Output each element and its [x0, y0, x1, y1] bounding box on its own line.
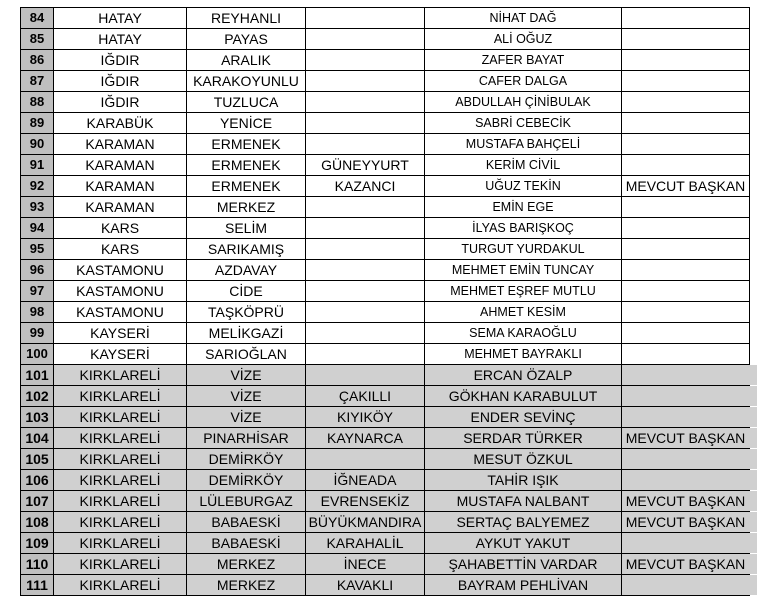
row-number: 89 — [21, 113, 54, 134]
town-cell — [306, 50, 425, 71]
province-cell: KIRKLARELİ — [54, 554, 187, 575]
candidate-cell: MEHMET EŞREF MUTLU — [425, 281, 622, 302]
province-cell: KARS — [54, 239, 187, 260]
candidate-cell: SERTAÇ BALYEMEZ — [425, 512, 622, 533]
district-cell: TUZLUCA — [187, 92, 306, 113]
row-number: 105 — [21, 449, 54, 470]
note-cell — [622, 8, 750, 29]
town-cell: BÜYÜKMANDIRA — [306, 512, 425, 533]
province-cell: KARAMAN — [54, 155, 187, 176]
row-shade — [749, 491, 757, 511]
note-cell — [622, 386, 750, 407]
note-cell — [622, 302, 750, 323]
note-cell — [622, 533, 750, 554]
province-cell: HATAY — [54, 8, 187, 29]
province-cell: KIRKLARELİ — [54, 407, 187, 428]
district-cell: BABAESKİ — [187, 512, 306, 533]
district-cell: SELİM — [187, 218, 306, 239]
town-cell — [306, 449, 425, 470]
row-number: 93 — [21, 197, 54, 218]
table-row — [21, 176, 750, 197]
province-cell: KIRKLARELİ — [54, 512, 187, 533]
town-cell: GÜNEYYURT — [306, 155, 425, 176]
candidate-cell: TURGUT YURDAKUL — [425, 239, 622, 260]
town-cell: KAYNARCA — [306, 428, 425, 449]
row-number: 106 — [21, 470, 54, 491]
note-cell — [622, 197, 750, 218]
district-cell: BABAESKİ — [187, 533, 306, 554]
row-number: 101 — [21, 365, 54, 386]
district-cell: AZDAVAY — [187, 260, 306, 281]
table-row — [21, 470, 750, 491]
table-row — [21, 281, 750, 302]
town-cell — [306, 302, 425, 323]
district-cell: VİZE — [187, 365, 306, 386]
candidate-cell: TAHİR IŞIK — [425, 470, 622, 491]
town-cell — [306, 71, 425, 92]
candidate-cell: AHMET KESİM — [425, 302, 622, 323]
row-number: 103 — [21, 407, 54, 428]
town-cell — [306, 134, 425, 155]
district-cell: MELİKGAZİ — [187, 323, 306, 344]
note-cell — [622, 260, 750, 281]
province-cell: KARABÜK — [54, 113, 187, 134]
province-cell: IĞDIR — [54, 71, 187, 92]
province-cell: KARAMAN — [54, 197, 187, 218]
town-cell: KAZANCI — [306, 176, 425, 197]
table-row — [21, 386, 750, 407]
table-row — [21, 260, 750, 281]
candidate-cell: SEMA KARAOĞLU — [425, 323, 622, 344]
town-cell — [306, 92, 425, 113]
district-cell: VİZE — [187, 386, 306, 407]
row-number: 97 — [21, 281, 54, 302]
province-cell: IĞDIR — [54, 50, 187, 71]
note-cell — [622, 50, 750, 71]
candidate-cell: MESUT ÖZKUL — [425, 449, 622, 470]
table-row — [21, 155, 750, 176]
district-cell: KARAKOYUNLU — [187, 71, 306, 92]
province-cell: KAYSERİ — [54, 344, 187, 365]
candidate-cell: CAFER DALGA — [425, 71, 622, 92]
district-cell: PAYAS — [187, 29, 306, 50]
row-shade — [749, 512, 757, 532]
note-cell: MEVCUT BAŞKAN — [622, 491, 750, 512]
district-cell: MERKEZ — [187, 554, 306, 575]
note-cell: MEVCUT BAŞKAN — [622, 176, 750, 197]
note-cell — [622, 239, 750, 260]
row-number: 98 — [21, 302, 54, 323]
row-number: 87 — [21, 71, 54, 92]
province-cell: KIRKLARELİ — [54, 575, 187, 596]
table-row — [21, 8, 750, 29]
district-cell: SARIKAMIŞ — [187, 239, 306, 260]
table-row — [21, 533, 750, 554]
note-cell — [622, 92, 750, 113]
note-cell: MEVCUT BAŞKAN — [622, 554, 750, 575]
town-cell — [306, 239, 425, 260]
note-cell — [622, 575, 750, 596]
row-number: 85 — [21, 29, 54, 50]
candidate-cell: SABRİ CEBECİK — [425, 113, 622, 134]
district-cell: YENİCE — [187, 113, 306, 134]
province-cell: KIRKLARELİ — [54, 428, 187, 449]
table-row — [21, 407, 750, 428]
province-cell: KIRKLARELİ — [54, 449, 187, 470]
table-row — [21, 29, 750, 50]
district-cell: ERMENEK — [187, 155, 306, 176]
table-row — [21, 449, 750, 470]
note-cell — [622, 449, 750, 470]
table-row — [21, 302, 750, 323]
town-cell — [306, 8, 425, 29]
town-cell: EVRENSEKİZ — [306, 491, 425, 512]
candidate-cell: KERİM CİVİL — [425, 155, 622, 176]
candidate-cell: MUSTAFA BAHÇELİ — [425, 134, 622, 155]
candidate-cell: GÖKHAN KARABULUT — [425, 386, 622, 407]
table-row — [21, 575, 750, 596]
row-number: 108 — [21, 512, 54, 533]
note-cell: MEVCUT BAŞKAN — [622, 512, 750, 533]
district-cell: PINARHİSAR — [187, 428, 306, 449]
town-cell — [306, 29, 425, 50]
row-number: 104 — [21, 428, 54, 449]
province-cell: HATAY — [54, 29, 187, 50]
district-cell: LÜLEBURGAZ — [187, 491, 306, 512]
note-cell — [622, 344, 750, 365]
town-cell — [306, 323, 425, 344]
district-cell: DEMİRKÖY — [187, 449, 306, 470]
row-number: 100 — [21, 344, 54, 365]
row-number: 95 — [21, 239, 54, 260]
candidate-cell: BAYRAM PEHLİVAN — [425, 575, 622, 596]
table-row — [21, 218, 750, 239]
town-cell — [306, 344, 425, 365]
row-shade — [749, 533, 757, 553]
table-row — [21, 428, 750, 449]
province-cell: KARS — [54, 218, 187, 239]
table-row — [21, 113, 750, 134]
district-cell: CİDE — [187, 281, 306, 302]
row-shade — [749, 449, 757, 469]
row-shade — [749, 575, 757, 595]
note-cell — [622, 113, 750, 134]
province-cell: KAYSERİ — [54, 323, 187, 344]
candidate-cell: MEHMET BAYRAKLI — [425, 344, 622, 365]
district-cell: MERKEZ — [187, 575, 306, 596]
note-cell: MEVCUT BAŞKAN — [622, 428, 750, 449]
district-cell: TAŞKÖPRÜ — [187, 302, 306, 323]
table-row — [21, 323, 750, 344]
table-row — [21, 344, 750, 365]
table-row — [21, 134, 750, 155]
district-cell: ERMENEK — [187, 134, 306, 155]
candidate-cell: ALİ OĞUZ — [425, 29, 622, 50]
note-cell — [622, 407, 750, 428]
row-number: 111 — [21, 575, 54, 596]
row-shade — [749, 428, 757, 448]
note-cell — [622, 71, 750, 92]
row-number: 84 — [21, 8, 54, 29]
row-number: 96 — [21, 260, 54, 281]
candidate-cell: ENDER SEVİNÇ — [425, 407, 622, 428]
row-shade — [749, 365, 757, 385]
table-row — [21, 92, 750, 113]
town-cell — [306, 281, 425, 302]
candidate-cell: NİHAT DAĞ — [425, 8, 622, 29]
town-cell — [306, 260, 425, 281]
table-row — [21, 239, 750, 260]
row-number: 90 — [21, 134, 54, 155]
district-cell: REYHANLI — [187, 8, 306, 29]
note-cell — [622, 29, 750, 50]
table-row — [21, 50, 750, 71]
note-cell — [622, 218, 750, 239]
candidate-cell: SERDAR TÜRKER — [425, 428, 622, 449]
district-cell: ERMENEK — [187, 176, 306, 197]
town-cell — [306, 365, 425, 386]
town-cell: İĞNEADA — [306, 470, 425, 491]
row-number: 92 — [21, 176, 54, 197]
candidate-cell: UĞUZ TEKİN — [425, 176, 622, 197]
table-row — [21, 71, 750, 92]
candidate-cell: ERCAN ÖZALP — [425, 365, 622, 386]
district-cell: SARIOĞLAN — [187, 344, 306, 365]
province-cell: KASTAMONU — [54, 260, 187, 281]
province-cell: KIRKLARELİ — [54, 533, 187, 554]
province-cell: KARAMAN — [54, 176, 187, 197]
candidate-cell: AYKUT YAKUT — [425, 533, 622, 554]
district-cell: DEMİRKÖY — [187, 470, 306, 491]
table-row — [21, 491, 750, 512]
row-number: 94 — [21, 218, 54, 239]
table-row — [21, 197, 750, 218]
row-number: 107 — [21, 491, 54, 512]
row-shade — [749, 386, 757, 406]
row-number: 102 — [21, 386, 54, 407]
candidate-cell: ABDULLAH ÇİNİBULAK — [425, 92, 622, 113]
note-cell — [622, 323, 750, 344]
note-cell — [622, 134, 750, 155]
table-row — [21, 365, 750, 386]
table-body — [21, 8, 750, 596]
town-cell: İNECE — [306, 554, 425, 575]
candidate-table — [20, 7, 750, 596]
town-cell — [306, 218, 425, 239]
row-number: 88 — [21, 92, 54, 113]
candidate-cell: EMİN EGE — [425, 197, 622, 218]
town-cell — [306, 197, 425, 218]
town-cell: KARAHALİL — [306, 533, 425, 554]
note-cell — [622, 365, 750, 386]
candidate-cell: ZAFER BAYAT — [425, 50, 622, 71]
province-cell: KASTAMONU — [54, 281, 187, 302]
province-cell: KIRKLARELİ — [54, 386, 187, 407]
district-cell: VİZE — [187, 407, 306, 428]
row-number: 110 — [21, 554, 54, 575]
town-cell: ÇAKILLI — [306, 386, 425, 407]
row-number: 99 — [21, 323, 54, 344]
row-number: 109 — [21, 533, 54, 554]
note-cell — [622, 281, 750, 302]
town-cell: KAVAKLI — [306, 575, 425, 596]
province-cell: KIRKLARELİ — [54, 491, 187, 512]
province-cell: KARAMAN — [54, 134, 187, 155]
candidate-cell: İLYAS BARIŞKOÇ — [425, 218, 622, 239]
candidate-cell: ŞAHABETTİN VARDAR — [425, 554, 622, 575]
town-cell: KIYIKÖY — [306, 407, 425, 428]
candidate-cell: MEHMET EMİN TUNCAY — [425, 260, 622, 281]
note-cell — [622, 470, 750, 491]
province-cell: KIRKLARELİ — [54, 365, 187, 386]
town-cell — [306, 113, 425, 134]
table-row — [21, 554, 750, 575]
row-shade — [749, 554, 757, 574]
row-number: 86 — [21, 50, 54, 71]
district-cell: MERKEZ — [187, 197, 306, 218]
row-shade — [749, 470, 757, 490]
table-row — [21, 512, 750, 533]
row-number: 91 — [21, 155, 54, 176]
province-cell: IĞDIR — [54, 92, 187, 113]
note-cell — [622, 155, 750, 176]
candidate-cell: MUSTAFA NALBANT — [425, 491, 622, 512]
district-cell: ARALIK — [187, 50, 306, 71]
province-cell: KIRKLARELİ — [54, 470, 187, 491]
row-shade — [749, 407, 757, 427]
province-cell: KASTAMONU — [54, 302, 187, 323]
